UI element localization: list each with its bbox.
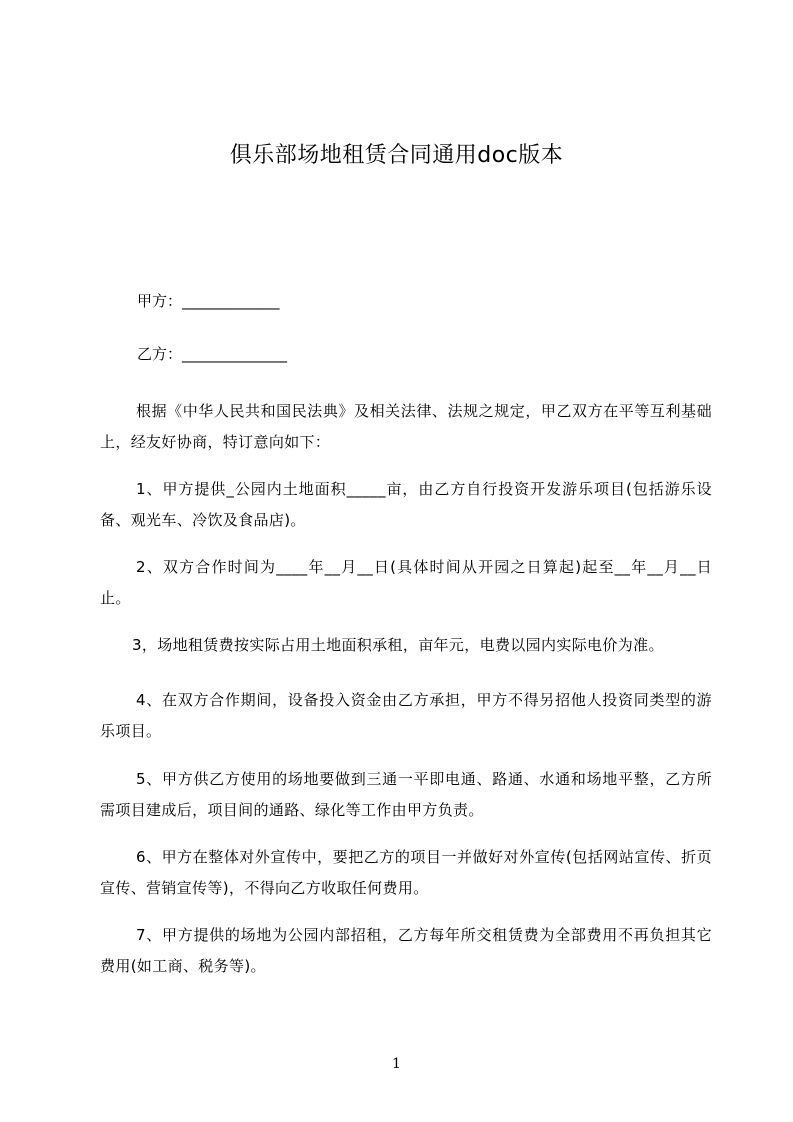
- paragraph-clause-6: 6、甲方在整体对外宣传中，要把乙方的项目一并做好对外宣传(包括网站宣传、折页宣传、营销宣传等)，不得向乙方收取任何费用。: [100, 848, 712, 897]
- page-number: 1: [392, 1056, 401, 1072]
- paragraph-clause-2: 2、双方合作时间为____年__月__日(具体时间从开园之日算起)起至__年__月__日止。: [100, 558, 712, 607]
- paragraph-clause-7: 7、甲方提供的场地为公园内部招租，乙方每年所交租赁费为全部费用不再负担其它费用(如工商、税务等)。: [100, 926, 712, 975]
- paragraph-clause-5: 5、甲方供乙方使用的场地要做到三通一平即电通、路通、水通和场地平整，乙方所需项目建成后，项目间的通路、绿化等工作由甲方负责。: [100, 770, 712, 819]
- paragraph-clause-4: 4、在双方合作期间，设备投入资金由乙方承担，甲方不得另招他人投资同类型的游乐项目。: [100, 691, 712, 740]
- paragraph-intro: 根据《中华人民共和国民法典》及相关法律、法规之规定，甲乙双方在平等互利基础上，经友好协商，特订意向如下：: [100, 402, 712, 451]
- paragraph-clause-3: 3，场地租赁费按实际占用土地面积承租，亩年元，电费以园内实际电价为准。: [132, 636, 664, 654]
- paragraph-clause-1: 1、甲方提供_公园内土地面积_____亩，由乙方自行投资开发游乐项目(包括游乐设备、观光车、冷饮及食品店)。: [100, 480, 712, 529]
- party-a-line: 甲方：_____________: [137, 292, 280, 310]
- document-title: 俱乐部场地租赁合同通用doc版本: [229, 143, 564, 168]
- party-b-line: 乙方：______________: [137, 345, 288, 363]
